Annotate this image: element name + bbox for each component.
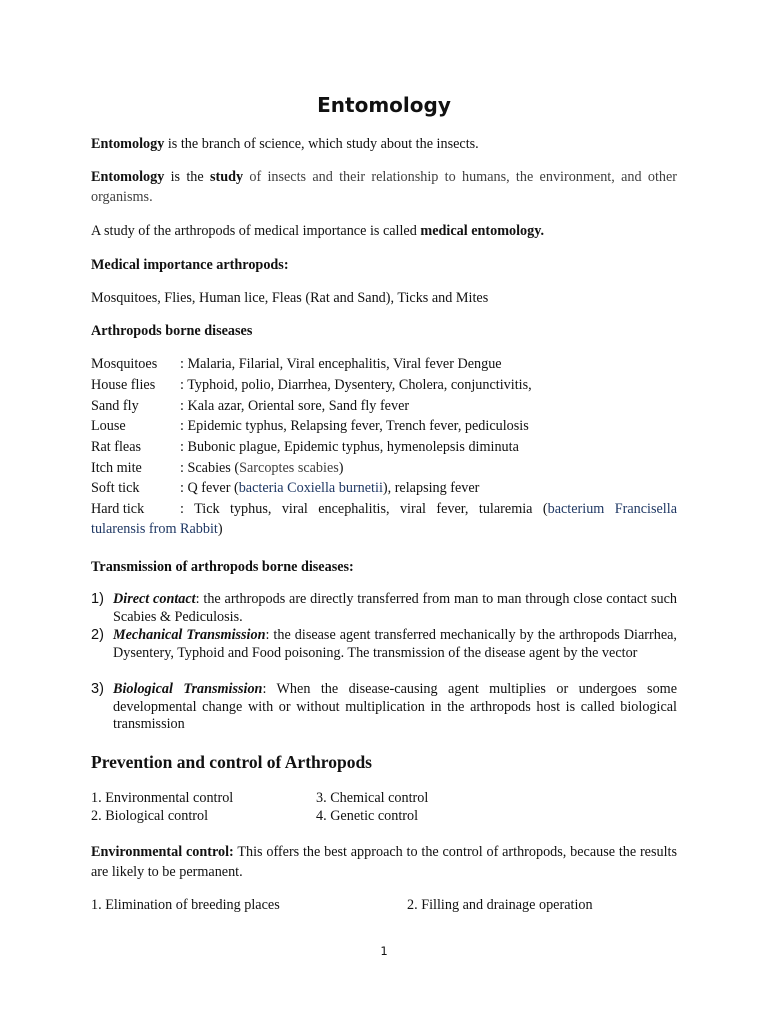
disease-row: Louse : Epidemic typhus, Relapsing fever, Trench fever, pediculosis: [91, 418, 529, 434]
disease-row: Hard tick : Tick typhus, viral encephalitis, viral fever, tularemia (bacterium Francisella tularensis from Rabbit): [91, 501, 677, 537]
disease-row: Itch mite : Scabies (Sarcoptes scabies): [91, 460, 344, 476]
medical-entomology-paragraph: A study of the arthropods of medical importance is called medical entomology.: [91, 223, 545, 239]
disease-row: Mosquitoes : Malaria, Filarial, Viral encephalitis, Viral fever Dengue: [91, 356, 502, 372]
control-item: 3. Chemical control: [316, 790, 429, 806]
page-title: Entomology: [317, 93, 451, 117]
prevention-heading: Prevention and control of Arthropods: [91, 752, 372, 772]
control-item: 1. Environmental control: [91, 790, 234, 806]
control-item: 4. Genetic control: [316, 808, 419, 824]
transmission-item: 1) Direct contact: the arthropods are directly transferred from man to man through close contact such Scabies & Pediculosis.: [91, 591, 677, 625]
study-paragraph: Entomology is the study of insects and their relationship to humans, the environment, and other organisms.: [91, 169, 677, 205]
environmental-item: 2. Filling and drainage operation: [407, 897, 593, 913]
term-entomology: Entomology: [91, 136, 165, 152]
disease-row: Rat fleas : Bubonic plague, Epidemic typhus, hymenolepsis diminuta: [91, 439, 519, 455]
page-number: 1: [380, 944, 388, 958]
disease-row: Soft tick : Q fever (bacteria Coxiella burnetii), relapsing fever: [91, 480, 480, 496]
control-item: 2. Biological control: [91, 808, 209, 824]
arthropod-list: Mosquitoes, Flies, Human lice, Fleas (Rat and Sand), Ticks and Mites: [91, 290, 489, 306]
borne-diseases-heading: Arthropods borne diseases: [91, 323, 253, 339]
environmental-control-paragraph: Environmental control: This offers the best approach to the control of arthropods, because the results are likely to be permanent.: [91, 844, 677, 880]
medical-importance-heading: Medical importance arthropods:: [91, 257, 289, 273]
transmission-item: 3) Biological Transmission: When the disease-causing agent multiplies or undergoes some developmental change with or without multiplication in the arthropods host is called biological transmission: [91, 681, 678, 732]
environmental-item: 1. Elimination of breeding places: [91, 897, 280, 913]
disease-row: Sand fly : Kala azar, Oriental sore, Sand fly fever: [91, 398, 410, 414]
transmission-item: 2) Mechanical Transmission: the disease agent transferred mechanically by the arthropods Diarrhea, Dysentery, Typhoid and Food poisoning. The transmission of the disease agent by the vector: [91, 627, 677, 661]
definition-paragraph: Entomology is the branch of science, which study about the insects.: [91, 136, 479, 152]
transmission-heading: Transmission of arthropods borne diseases:: [91, 559, 354, 575]
disease-row: House flies : Typhoid, polio, Diarrhea, Dysentery, Cholera, conjunctivitis,: [91, 377, 532, 393]
